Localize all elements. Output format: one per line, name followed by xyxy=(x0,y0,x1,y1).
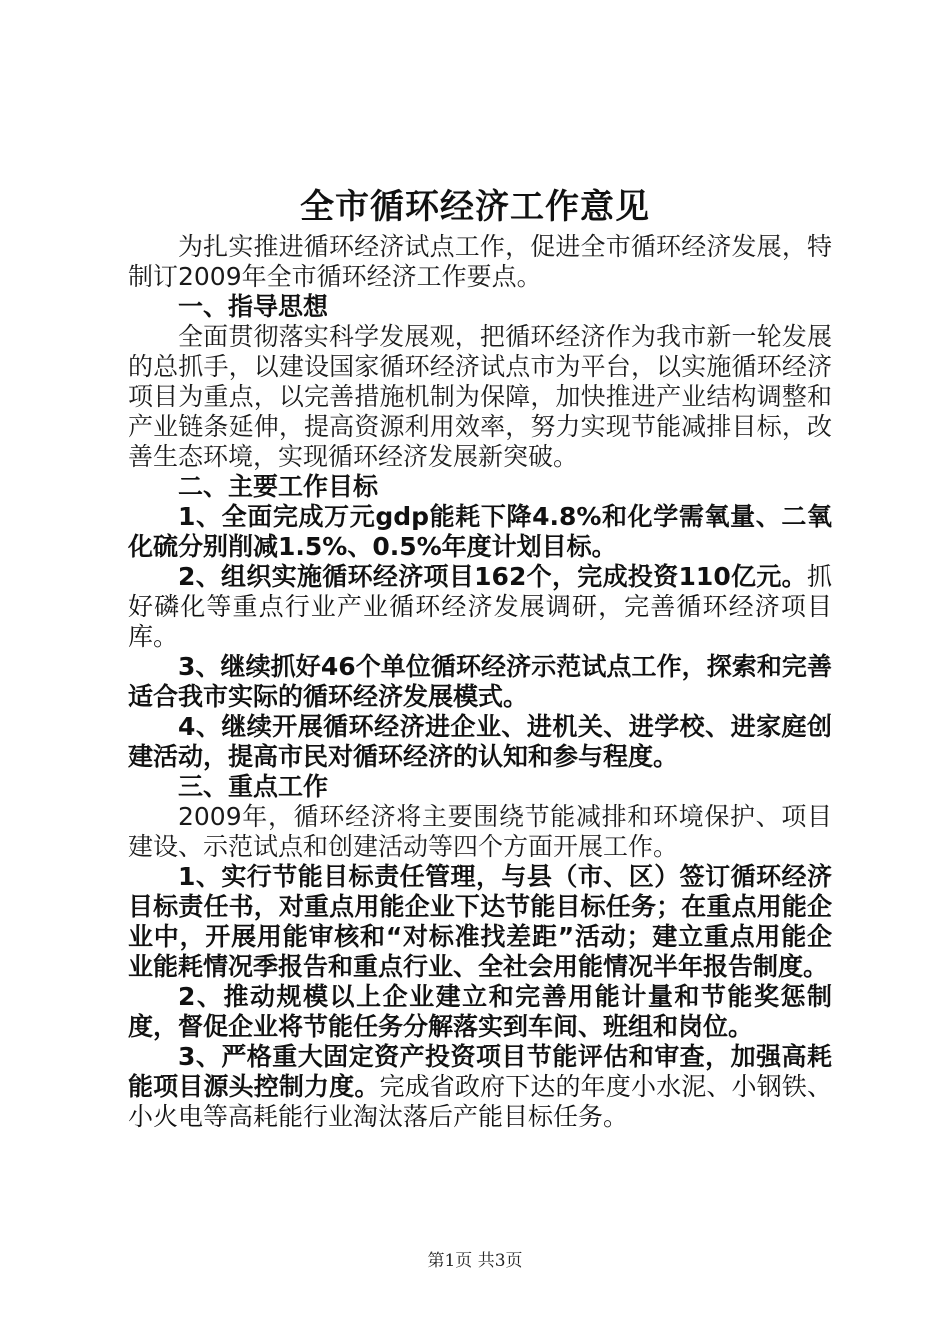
work-item-3 xyxy=(128,1042,832,1132)
intro-paragraph: 为扎实推进循环经济试点工作，促进全市循环经济发展，特制订2009年全市循环经济工作要点。 xyxy=(128,232,832,291)
key-work-paragraph: 2009年，循环经济将主要围绕节能减排和环境保护、项目建设、示范试点和创建活动等四个方面开展工作。 xyxy=(128,802,832,861)
goal-item-4: 4、继续开展循环经济进企业、进机关、进学校、进家庭创建活动，提高市民对循环经济的认知和参与程度。 xyxy=(128,712,832,771)
guiding-thought-paragraph: 全面贯彻落实科学发展观，把循环经济作为我市新一轮发展的总抓手，以建设国家循环经济试点市为平台，以实施循环经济项目为重点，以完善措施机制为保障，加快推进产业结构调整和产业链条延伸，提高资源利用效率，努力实现节能减排目标，改善生态环境，实现循环经济发展新突破。 xyxy=(128,322,832,471)
goal-item-1: 1、全面完成万元gdp能耗下降4.8%和化学需氧量、二氧化硫分别削减1.5%、0.5%年度计划目标。 xyxy=(128,502,832,561)
section-heading-guiding-thought: 一、指导思想 xyxy=(178,292,329,321)
page-number-footer: 第1页 共3页 xyxy=(427,1251,523,1271)
work-item-1: 1、实行节能目标责任管理，与县（市、区）签订循环经济目标责任书，对重点用能企业下达节能目标任务；在重点用能企业中，开展用能审核和“对标准找差距”活动；建立重点用能企业能耗情况季报告和重点行业、全社会用能情况半年报告制度。 xyxy=(128,862,832,981)
goal-item-3: 3、继续抓好46个单位循环经济示范试点工作，探索和完善适合我市实际的循环经济发展模式。 xyxy=(128,652,832,711)
goal-item-2-plain: 抓好磷化等重点行业产业循环经济发展调研，完善循环经济项目库。 xyxy=(128,562,832,651)
work-item-3-bold: 3、严格重大固定资产投资项目节能评估和审查，加强高耗能项目源头控制力度。 xyxy=(128,1042,832,1101)
document-body xyxy=(128,232,832,1132)
goal-item-2-bold: 2、组织实施循环经济项目162个，完成投资110亿元。 xyxy=(178,562,807,591)
document-title: 全市循环经济工作意见 xyxy=(300,187,650,227)
section-heading-main-goals: 二、主要工作目标 xyxy=(178,472,379,501)
section-heading-key-work: 三、重点工作 xyxy=(178,772,329,801)
work-item-3-plain: 完成省政府下达的年度小水泥、小钢铁、小火电等高耗能行业淘汰落后产能目标任务。 xyxy=(128,1072,832,1131)
goal-item-2 xyxy=(128,562,832,652)
work-item-2: 2、推动规模以上企业建立和完善用能计量和节能奖惩制度，督促企业将节能任务分解落实到车间、班组和岗位。 xyxy=(128,982,832,1041)
